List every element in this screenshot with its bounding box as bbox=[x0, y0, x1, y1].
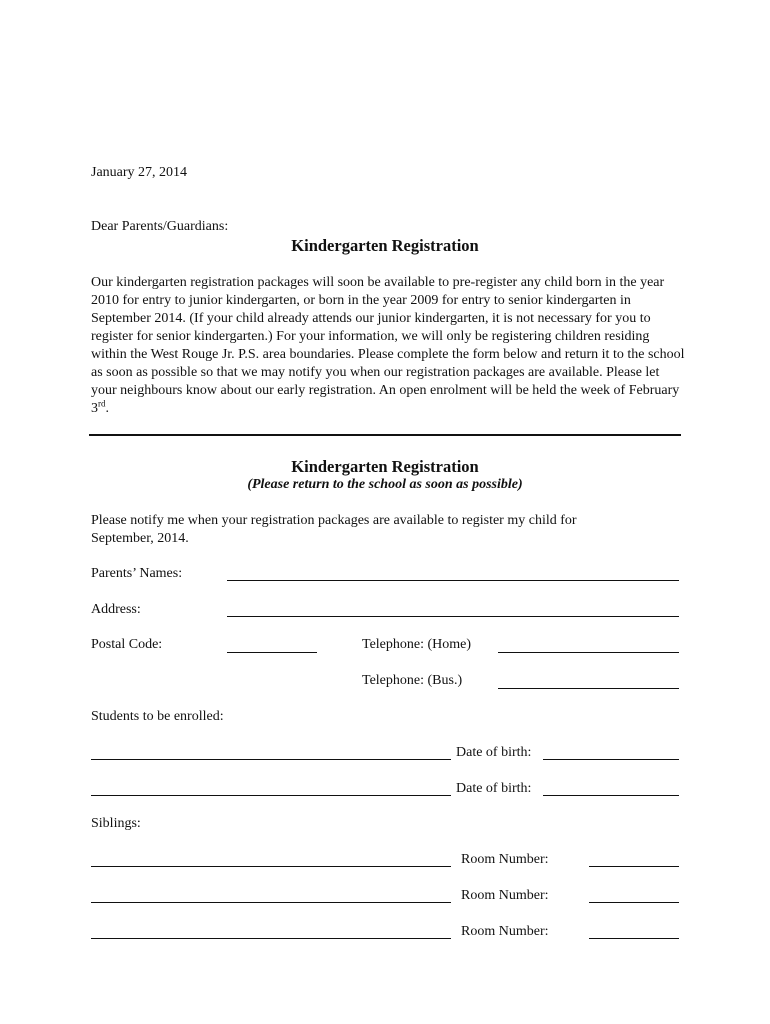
address-label: Address: bbox=[91, 602, 141, 617]
students-label: Students to be enrolled: bbox=[91, 709, 224, 724]
postal-code-field[interactable] bbox=[227, 652, 317, 653]
letter-date: January 27, 2014 bbox=[91, 165, 188, 180]
room-number-field-2[interactable] bbox=[589, 902, 679, 903]
sibling-name-field-3[interactable] bbox=[91, 938, 451, 939]
letter-title: Kindergarten Registration bbox=[291, 236, 479, 255]
siblings-label: Siblings: bbox=[91, 816, 141, 831]
parents-names-field[interactable] bbox=[227, 580, 679, 581]
form-subtitle: (Please return to the school as soon as possible) bbox=[247, 477, 523, 492]
salutation: Dear Parents/Guardians: bbox=[91, 219, 229, 234]
room-number-field-3[interactable] bbox=[589, 938, 679, 939]
dob-label-1: Date of birth: bbox=[456, 745, 532, 760]
form-intro-line2: September, 2014. bbox=[91, 531, 189, 546]
room-number-label-3: Room Number: bbox=[461, 924, 549, 939]
letter-body: Our kindergarten registration packages will soon be available to pre-register any child born in the year 2010 for entry to junior kindergarten, or born in the year 2009 for entry to senior kindergarten in September 2014. (If your child already attends our junior kindergarten, it is not necessary for you to register for senior kindergarten.) For your information, we will only be registering children residing within the West Rouge Jr. P.S. area boundaries. Please complete the form below and return it to the school as soon as possible so that we may notify you when our registration packages are available. Please let your neighbours know about our early registration. An open enrolment will be held the week of February 3rd. bbox=[91, 275, 685, 416]
section-divider bbox=[89, 434, 681, 436]
room-number-label-2: Room Number: bbox=[461, 888, 549, 903]
telephone-home-field[interactable] bbox=[498, 652, 679, 653]
form-title: Kindergarten Registration bbox=[291, 457, 479, 476]
student-name-field-2[interactable] bbox=[91, 795, 451, 796]
dob-field-1[interactable] bbox=[543, 759, 679, 760]
dob-label-2: Date of birth: bbox=[456, 781, 532, 796]
telephone-bus-field[interactable] bbox=[498, 688, 679, 689]
telephone-bus-label: Telephone: (Bus.) bbox=[362, 673, 463, 688]
dob-field-2[interactable] bbox=[543, 795, 679, 796]
sibling-name-field-2[interactable] bbox=[91, 902, 451, 903]
parents-names-label: Parents’ Names: bbox=[91, 566, 183, 581]
form-intro-line1: Please notify me when your registration packages are available to register my child for bbox=[91, 513, 577, 528]
postal-code-label: Postal Code: bbox=[91, 637, 163, 652]
room-number-field-1[interactable] bbox=[589, 866, 679, 867]
room-number-label-1: Room Number: bbox=[461, 852, 549, 867]
sibling-name-field-1[interactable] bbox=[91, 866, 451, 867]
address-field[interactable] bbox=[227, 616, 679, 617]
student-name-field-1[interactable] bbox=[91, 759, 451, 760]
ordinal-suffix: rd bbox=[98, 398, 106, 409]
telephone-home-label: Telephone: (Home) bbox=[362, 637, 472, 652]
